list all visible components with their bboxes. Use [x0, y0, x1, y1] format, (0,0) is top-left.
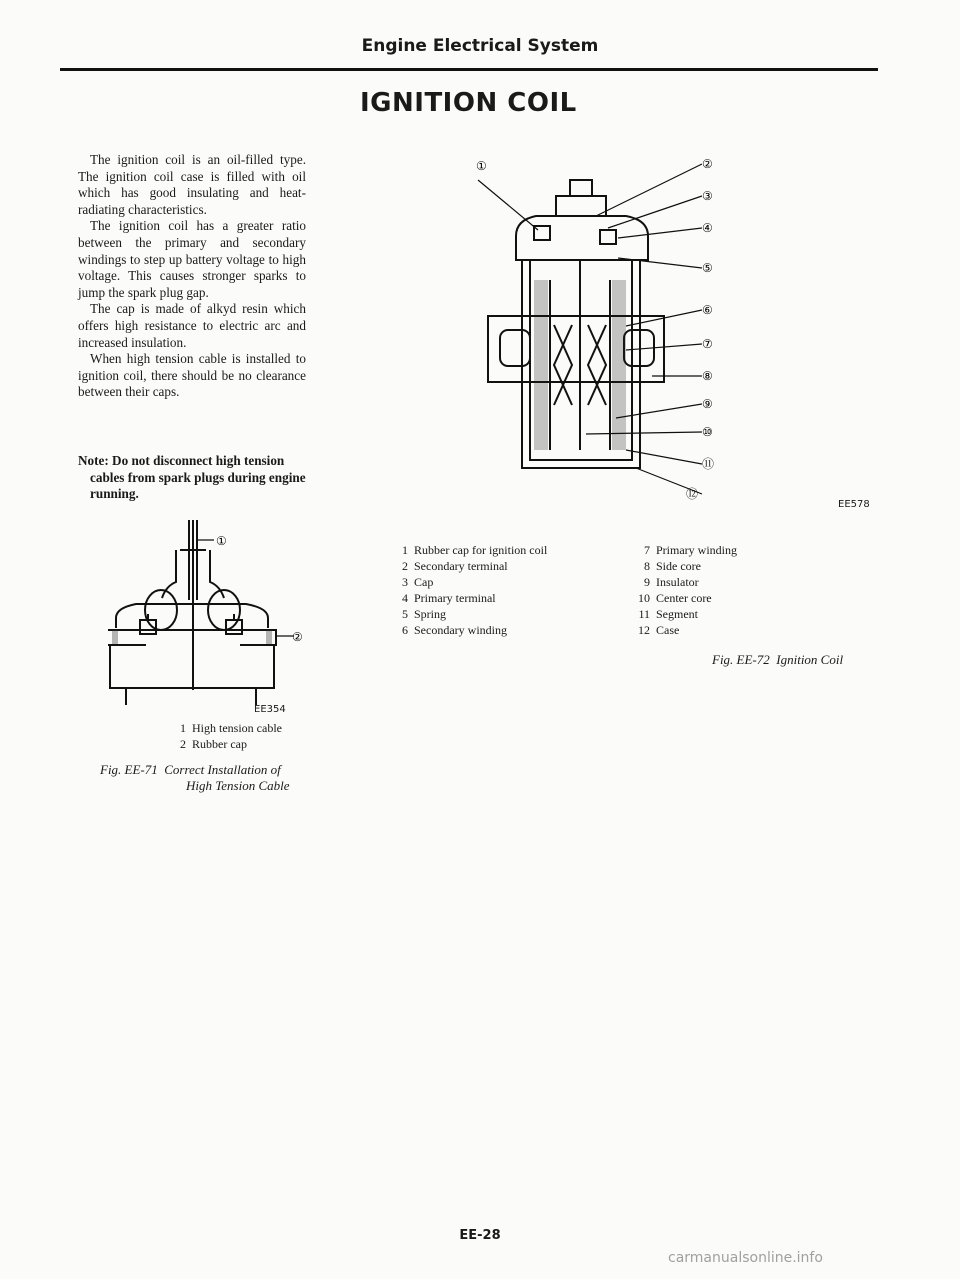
fig72-callout-11: ⑪	[702, 457, 715, 471]
fig72-legend-right	[632, 542, 737, 638]
body-text	[78, 152, 306, 401]
fig72-legend-item: 10 Center core	[638, 591, 712, 605]
paragraph-2: The ignition coil has a greater ratio between the primary and secondary windings to step up battery voltage to high voltage. This causes stronger sparks to jump the spark plug gap.	[78, 218, 306, 300]
fig72-callout-5: ⑤	[702, 261, 713, 275]
note-first-line: Note: Do not disconnect high tension	[78, 453, 285, 468]
fig72-legend-item: 1 Rubber cap for ignition coil	[402, 543, 548, 557]
note-rest: cables from spark plugs during engine running.	[90, 469, 306, 502]
fig72-legend-item: 2 Secondary terminal	[402, 559, 508, 573]
fig71-caption	[100, 762, 281, 778]
fig71-legend-item: 1 High tension cable	[180, 721, 282, 735]
page-number: EE-28	[459, 1228, 501, 1243]
fig72-callout-6: ⑥	[702, 303, 713, 317]
fig72-callout-8: ⑧	[702, 369, 713, 383]
cable-installation-diagram	[96, 520, 310, 710]
fig72-callout-3: ③	[702, 189, 713, 203]
fig71-caption-num: Fig. EE-71	[100, 762, 158, 777]
fig71-legend-item: 2 Rubber cap	[180, 737, 247, 751]
fig72-legend-item: 7 Primary winding	[644, 543, 737, 557]
fig72-callout-2: ②	[702, 157, 713, 171]
fig72-legend-item: 6 Secondary winding	[402, 623, 507, 637]
fig71-caption-line2: High Tension Cable	[186, 778, 290, 793]
fig72-caption-title: Ignition Coil	[776, 652, 844, 667]
paragraph-3: The cap is made of alkyd resin which offers high resistance to electric arc and increased insulation.	[78, 301, 306, 350]
fig72-callout-12: ⑫	[686, 487, 699, 500]
watermark: carmanualsonline.info	[668, 1250, 823, 1266]
fig72-legend-item: 4 Primary terminal	[402, 591, 496, 605]
fig71-legend	[168, 720, 282, 752]
paragraph-4: When high tension cable is installed to ignition coil, there should be no clearance between their caps.	[78, 351, 306, 400]
fig72-code: EE578	[838, 499, 870, 510]
header-rule	[60, 68, 878, 71]
fig72-legend-item: 11 Segment	[638, 607, 698, 621]
fig72-legend-left	[390, 542, 547, 638]
fig72-callout-9: ⑨	[702, 397, 713, 411]
fig72-callout-1: ①	[476, 159, 487, 173]
fig72-legend-item: 8 Side core	[644, 559, 701, 573]
fig72-caption-num: Fig. EE-72	[712, 652, 770, 667]
fig72-callout-10: ⑩	[702, 425, 713, 439]
paragraph-1: The ignition coil is an oil-filled type. The ignition coil case is filled with oil which has good insulating and heat-radiating characteristics.	[78, 152, 306, 217]
fig71-callout-2: ②	[292, 630, 303, 644]
fig72-callout-4: ④	[702, 221, 713, 235]
fig72-legend-item: 3 Cap	[402, 575, 434, 589]
fig72-legend-item: 5 Spring	[402, 607, 447, 621]
ignition-coil-diagram	[476, 150, 716, 500]
fig71-code: EE354	[254, 704, 286, 715]
fig72-legend-item: 9 Insulator	[644, 575, 699, 589]
section-title: IGNITION COIL	[360, 88, 577, 118]
fig72-callout-7: ⑦	[702, 337, 713, 351]
running-header: Engine Electrical System	[361, 36, 599, 56]
fig71-callout-1: ①	[216, 534, 227, 548]
note	[78, 453, 306, 503]
fig72-caption	[712, 652, 843, 668]
fig71-caption-line1: Correct Installation of	[164, 762, 281, 777]
fig72-legend-item: 12 Case	[638, 623, 680, 637]
